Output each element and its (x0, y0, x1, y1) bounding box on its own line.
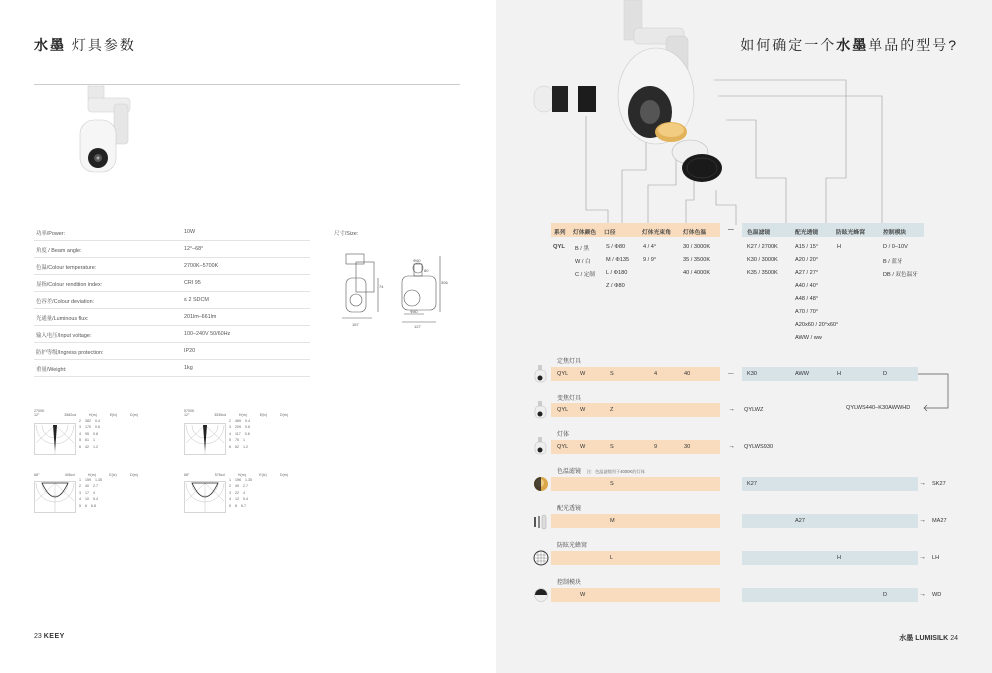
aperture-option: L / Φ180 (606, 270, 628, 276)
text-value: 5 (229, 503, 231, 508)
zoom-result-code: QYLWZ (744, 407, 764, 413)
text-value: 406cd (64, 473, 75, 477)
text-value: 如何确定一个 (740, 37, 837, 53)
text-value: — (728, 371, 734, 377)
text-value: 单品的型号? (868, 37, 958, 53)
lens-option: A20 / 20° (795, 257, 819, 263)
text-value: 水墨 (836, 37, 869, 53)
header-control: 控制模块 (883, 230, 907, 236)
text-value: CRI 95 (184, 280, 201, 286)
text-value: 42 (85, 444, 89, 449)
cct-option: 30 / 3000K (683, 244, 711, 250)
color-option: B / 黑 (575, 246, 589, 252)
spec-row-beam (34, 241, 310, 258)
section-label-honeycomb: 防眩光蜂窝 (557, 543, 588, 549)
text-value: 52 (235, 444, 239, 449)
text-value: 1.35 (245, 478, 252, 482)
arrow-icon: → (919, 554, 926, 561)
text-value: 30 (684, 444, 691, 450)
header-lens: 配光透镜 (795, 230, 819, 236)
text-value: 100–240V 50/60Hz (184, 331, 231, 337)
text-value: E(lx) (109, 473, 117, 477)
fixture-photo (74, 86, 132, 178)
color-option: W / 白 (575, 259, 591, 265)
spec-row-voltage (34, 326, 310, 343)
text-value: H(m) (237, 473, 246, 477)
text-value: IP20 (184, 348, 196, 354)
filter-bar-left (551, 477, 720, 491)
text-value: QYL (557, 371, 569, 377)
text-value: 17 (85, 490, 89, 495)
text-value: W (580, 407, 586, 413)
text-value: 2700K–5700K (184, 263, 219, 269)
text-value: 4 (229, 431, 231, 436)
exploded-fixture-illustration (526, 0, 886, 225)
text-value: 1 (93, 438, 95, 443)
spec-table (34, 224, 310, 377)
text-value: 0.6 (245, 425, 250, 430)
text-value: H(m) (238, 413, 247, 417)
section-label-control: 控制模块 (557, 580, 582, 586)
body-bar (551, 440, 720, 454)
section-label-zoom: 变焦灯具 (557, 396, 582, 402)
text-value: 95 (85, 431, 89, 436)
aperture-option: M / Φ135 (606, 257, 630, 263)
body-result-code: QYLWS930 (744, 444, 774, 450)
light-curve-5700k-12 (184, 409, 294, 449)
beam-option: 4 / 4° (643, 244, 657, 250)
fixed-bar-left (551, 367, 720, 381)
spec-row-cri (34, 275, 310, 292)
fixed-result-code: QYLWS440–K30AWWHD (846, 405, 911, 411)
text-value: 2.7 (93, 484, 98, 489)
text-value: 306 (441, 280, 448, 285)
left-footer (34, 633, 65, 640)
control-module-icon (533, 587, 549, 603)
text-value: 4 (79, 497, 81, 502)
text-value: H(m) (88, 413, 97, 417)
body-fixture-icon (533, 437, 549, 455)
text-value: ≤ 2 SDCM (184, 297, 209, 303)
series-value: QYL (553, 244, 565, 250)
aperture-option: S / Φ80 (606, 244, 626, 250)
text-value: 40 (85, 484, 89, 489)
text-value: S (610, 481, 614, 487)
arrow-icon: → (919, 591, 926, 598)
header-series: 系列 (554, 230, 566, 236)
text-value: 74 (379, 284, 384, 289)
text-value: K30 (747, 371, 757, 377)
text-value: 127 (414, 324, 421, 329)
text-value: LUMISILK (915, 635, 949, 642)
text-value: 0.8 (93, 431, 98, 436)
light-curve-2700k-12 (34, 409, 144, 449)
text-value: L (610, 555, 614, 561)
text-value: 功率/Power: (36, 231, 66, 237)
text-value: 157 (352, 322, 359, 327)
filter-result-code: SK27 (932, 481, 946, 487)
text-value: 色温滤镜 (557, 469, 582, 475)
control-bar-right (742, 588, 918, 602)
fixed-fixture-icon (533, 365, 549, 383)
section-label-fixed: 定焦灯具 (557, 359, 582, 365)
text-value: 40 (684, 371, 691, 377)
right-page (496, 0, 992, 673)
lens-bar-left (551, 514, 720, 528)
light-curve-68-a (34, 473, 144, 508)
text-value: 重量/Weight: (36, 367, 67, 373)
text-value: 24 (950, 635, 958, 642)
text-value: 输入电压/Input voltage: (36, 333, 92, 339)
text-value: 1.35 (95, 478, 102, 482)
text-value: 12 (235, 497, 239, 502)
text-value: 3 (79, 425, 81, 430)
text-value: 2700K (34, 409, 45, 413)
arrow-icon: → (728, 406, 735, 413)
lens-option: A15 / 15° (795, 244, 819, 250)
text-value: 1 (79, 478, 81, 482)
text-value: 0.4 (245, 419, 250, 423)
connector-line (918, 372, 958, 412)
text-value: 5.4 (243, 497, 248, 502)
text-value: 光通量/Luminous flux: (36, 316, 89, 322)
zoom-bar (551, 403, 720, 417)
color-option: C / 定制 (575, 272, 595, 278)
text-value: H (837, 371, 842, 377)
text-value: E(lx) (259, 473, 267, 477)
filter-option: K35 / 3500K (747, 270, 778, 276)
title-rule (34, 84, 460, 85)
text-value: K27 (747, 481, 757, 487)
text-value: 10W (184, 229, 196, 235)
text-value: 3 (229, 425, 231, 430)
text-value: 469 (235, 419, 241, 423)
text-value: M (610, 518, 615, 524)
size-label: 尺寸/Size: (334, 231, 359, 237)
cct-option: 35 / 3500K (683, 257, 711, 263)
aperture-option: Z / Φ80 (606, 283, 625, 289)
text-value: 0.4 (95, 419, 100, 423)
lens-bar-right (742, 514, 918, 528)
polar-chart (34, 423, 76, 455)
header-aperture: 口径 (604, 230, 616, 236)
polar-chart (184, 481, 226, 513)
text-value: 5 (79, 503, 81, 508)
left-page-title (34, 35, 136, 55)
text-value: 4 (654, 371, 658, 377)
text-value: 5.4 (93, 497, 98, 502)
control-bar-left (551, 588, 720, 602)
spec-row-ip (34, 343, 310, 360)
section-label-body: 灯体 (557, 432, 570, 438)
text-value: QYL (557, 407, 569, 413)
text-value: 色容差/Colour deviation: (36, 299, 95, 305)
text-value: 159 (85, 478, 91, 482)
text-value: 2 (229, 484, 231, 489)
header-cct-filter: 色温滤镜 (747, 230, 771, 236)
lens-option: AWW / ww (795, 335, 822, 341)
text-value: 8 (235, 503, 237, 508)
dimension-drawing (336, 248, 446, 328)
honeycomb-result-code: LH (932, 555, 940, 561)
text-value: 3582cd (64, 413, 77, 417)
text-value: D(m) (129, 473, 138, 477)
light-curve-68-b (184, 473, 294, 508)
text-value: 角度 / Beam angle: (36, 248, 82, 254)
text-value: Z (610, 407, 614, 413)
text-value: 12° (34, 413, 40, 417)
text-value: E(lx) (109, 413, 118, 417)
text-value: 6.7 (241, 503, 246, 508)
text-value: H(m) (87, 473, 96, 477)
text-value: 水墨 (34, 37, 66, 53)
spec-row-flux (34, 309, 310, 326)
header-body-cct: 灯体色温 (683, 230, 707, 236)
control-option: D / 0–10V (883, 244, 908, 250)
text-value: 68° (184, 473, 190, 477)
text-value: Φ80 (410, 309, 418, 314)
arrow-icon: → (919, 517, 926, 524)
text-value: 5 (79, 438, 81, 443)
header-beam-angle: 灯体光束角 (642, 230, 671, 236)
text-value: 水墨 (899, 635, 914, 642)
section-label-lens: 配光透镜 (557, 506, 582, 512)
arrow-icon: → (919, 480, 926, 487)
text-value: AWW (795, 371, 810, 377)
text-value: 1.2 (243, 444, 248, 449)
text-value: 2 (79, 484, 81, 489)
header-honeycomb: 防眩光蜂窝 (836, 230, 865, 236)
honeycomb-icon (533, 550, 549, 566)
text-value: 1 (243, 438, 245, 443)
text-value: 75 (235, 438, 239, 443)
spec-row-deviation (34, 292, 310, 309)
text-value: 68° (34, 473, 40, 477)
honeycomb-option: H (837, 244, 842, 250)
text-value: 1kg (184, 365, 193, 371)
cct-option: 40 / 4000K (683, 270, 711, 276)
text-value: 9 (654, 444, 658, 450)
polar-chart (184, 423, 226, 455)
text-value: 1 (229, 478, 231, 482)
text-value: KEEY (43, 633, 65, 640)
filter-option: K27 / 2700K (747, 244, 778, 250)
text-value: 4 (79, 431, 81, 436)
text-value: D (883, 371, 888, 377)
text-value: W (580, 371, 586, 377)
text-value: 0.8 (244, 431, 250, 436)
control-result-code: WD (932, 592, 942, 598)
text-value: D (883, 592, 888, 598)
text-value: QYL (557, 444, 569, 450)
lens-option: A40 / 40° (795, 283, 819, 289)
text-value: D(m) (279, 413, 288, 417)
text-value: 2 (79, 419, 81, 423)
text-value: 576cd (214, 473, 225, 477)
text-value: W (580, 444, 586, 450)
honeycomb-bar-right (742, 551, 918, 565)
text-value: 209 (235, 425, 241, 430)
text-value: 12°–68° (184, 246, 204, 252)
arrow-icon: → (728, 443, 735, 450)
text-value: 3 (79, 490, 81, 495)
text-value: 4 (93, 490, 95, 495)
text-value: 22 (235, 490, 239, 495)
spec-row-cct (34, 258, 310, 275)
lens-option: A27 / 27° (795, 270, 819, 276)
text-value: 201lm–661lm (184, 314, 217, 320)
text-value: 4 (229, 497, 231, 502)
control-option: DB / 双色温牙 (883, 272, 918, 278)
text-value: 170 (85, 425, 91, 430)
text-value: 色温/Colour temperature: (36, 265, 97, 271)
text-value: 2 (229, 419, 231, 423)
filter-icon (533, 476, 549, 492)
spec-row-power (34, 224, 310, 241)
polar-chart (34, 481, 76, 513)
text-value: W (580, 592, 586, 598)
text-value: 196 (235, 478, 241, 482)
text-value: 6 (85, 503, 87, 508)
beam-option: 9 / 9° (643, 257, 657, 263)
text-value: 6.8 (91, 503, 96, 508)
text-value: 5 (229, 438, 231, 443)
text-value: 灯具参数 (71, 37, 136, 53)
section-label-filter (557, 466, 645, 475)
text-value: 117 (235, 431, 241, 436)
lens-icon (533, 514, 549, 530)
text-value: 0.6 (95, 425, 100, 430)
filter-bar-right (742, 477, 918, 491)
lens-option: A20x60 / 20°x60° (795, 322, 839, 328)
lens-option: A48 / 48° (795, 296, 819, 302)
text-value: S (610, 371, 614, 377)
text-value: 4 (243, 490, 245, 495)
control-option: B / 蓝牙 (883, 259, 903, 265)
text-value: 6 (79, 444, 81, 449)
spec-row-weight (34, 360, 310, 377)
text-value: 382 (85, 419, 91, 423)
text-value: A27 (795, 518, 805, 524)
text-value: 80 (424, 268, 429, 273)
text-value: E(lx) (259, 413, 268, 417)
text-value: 5700K (184, 409, 195, 413)
header-body-color: 灯体颜色 (573, 230, 597, 236)
text-value: 3 (229, 490, 231, 495)
lens-result-code: MA27 (932, 518, 947, 524)
text-value: 12° (184, 413, 190, 417)
text-value: 23 (34, 633, 42, 640)
text-value: 显指/Colour rendition index: (36, 282, 103, 288)
lens-option: A70 / 70° (795, 309, 819, 315)
text-value: D(m) (129, 413, 138, 417)
text-value: H (837, 555, 842, 561)
header-dash: — (728, 227, 734, 233)
right-footer (899, 633, 958, 643)
text-value: 防护等级/Ingress protection: (36, 350, 104, 356)
zoom-fixture-icon (533, 401, 549, 419)
text-value: 3535cd (214, 413, 227, 417)
text-value: 61 (85, 438, 89, 443)
filter-note: 注：色温滤镜用于4000K的灯体 (586, 469, 645, 474)
text-value: 1.2 (93, 444, 98, 449)
text-value: Φ60 (413, 258, 421, 263)
text-value: D(m) (279, 473, 288, 477)
text-value: 6 (229, 444, 231, 449)
fixed-bar-right (742, 367, 918, 381)
text-value: 49 (235, 484, 239, 489)
text-value: 10 (85, 497, 89, 502)
text-value: 2.7 (243, 484, 248, 489)
filter-option: K30 / 3000K (747, 257, 778, 263)
honeycomb-bar-left (551, 551, 720, 565)
text-value: S (610, 444, 614, 450)
